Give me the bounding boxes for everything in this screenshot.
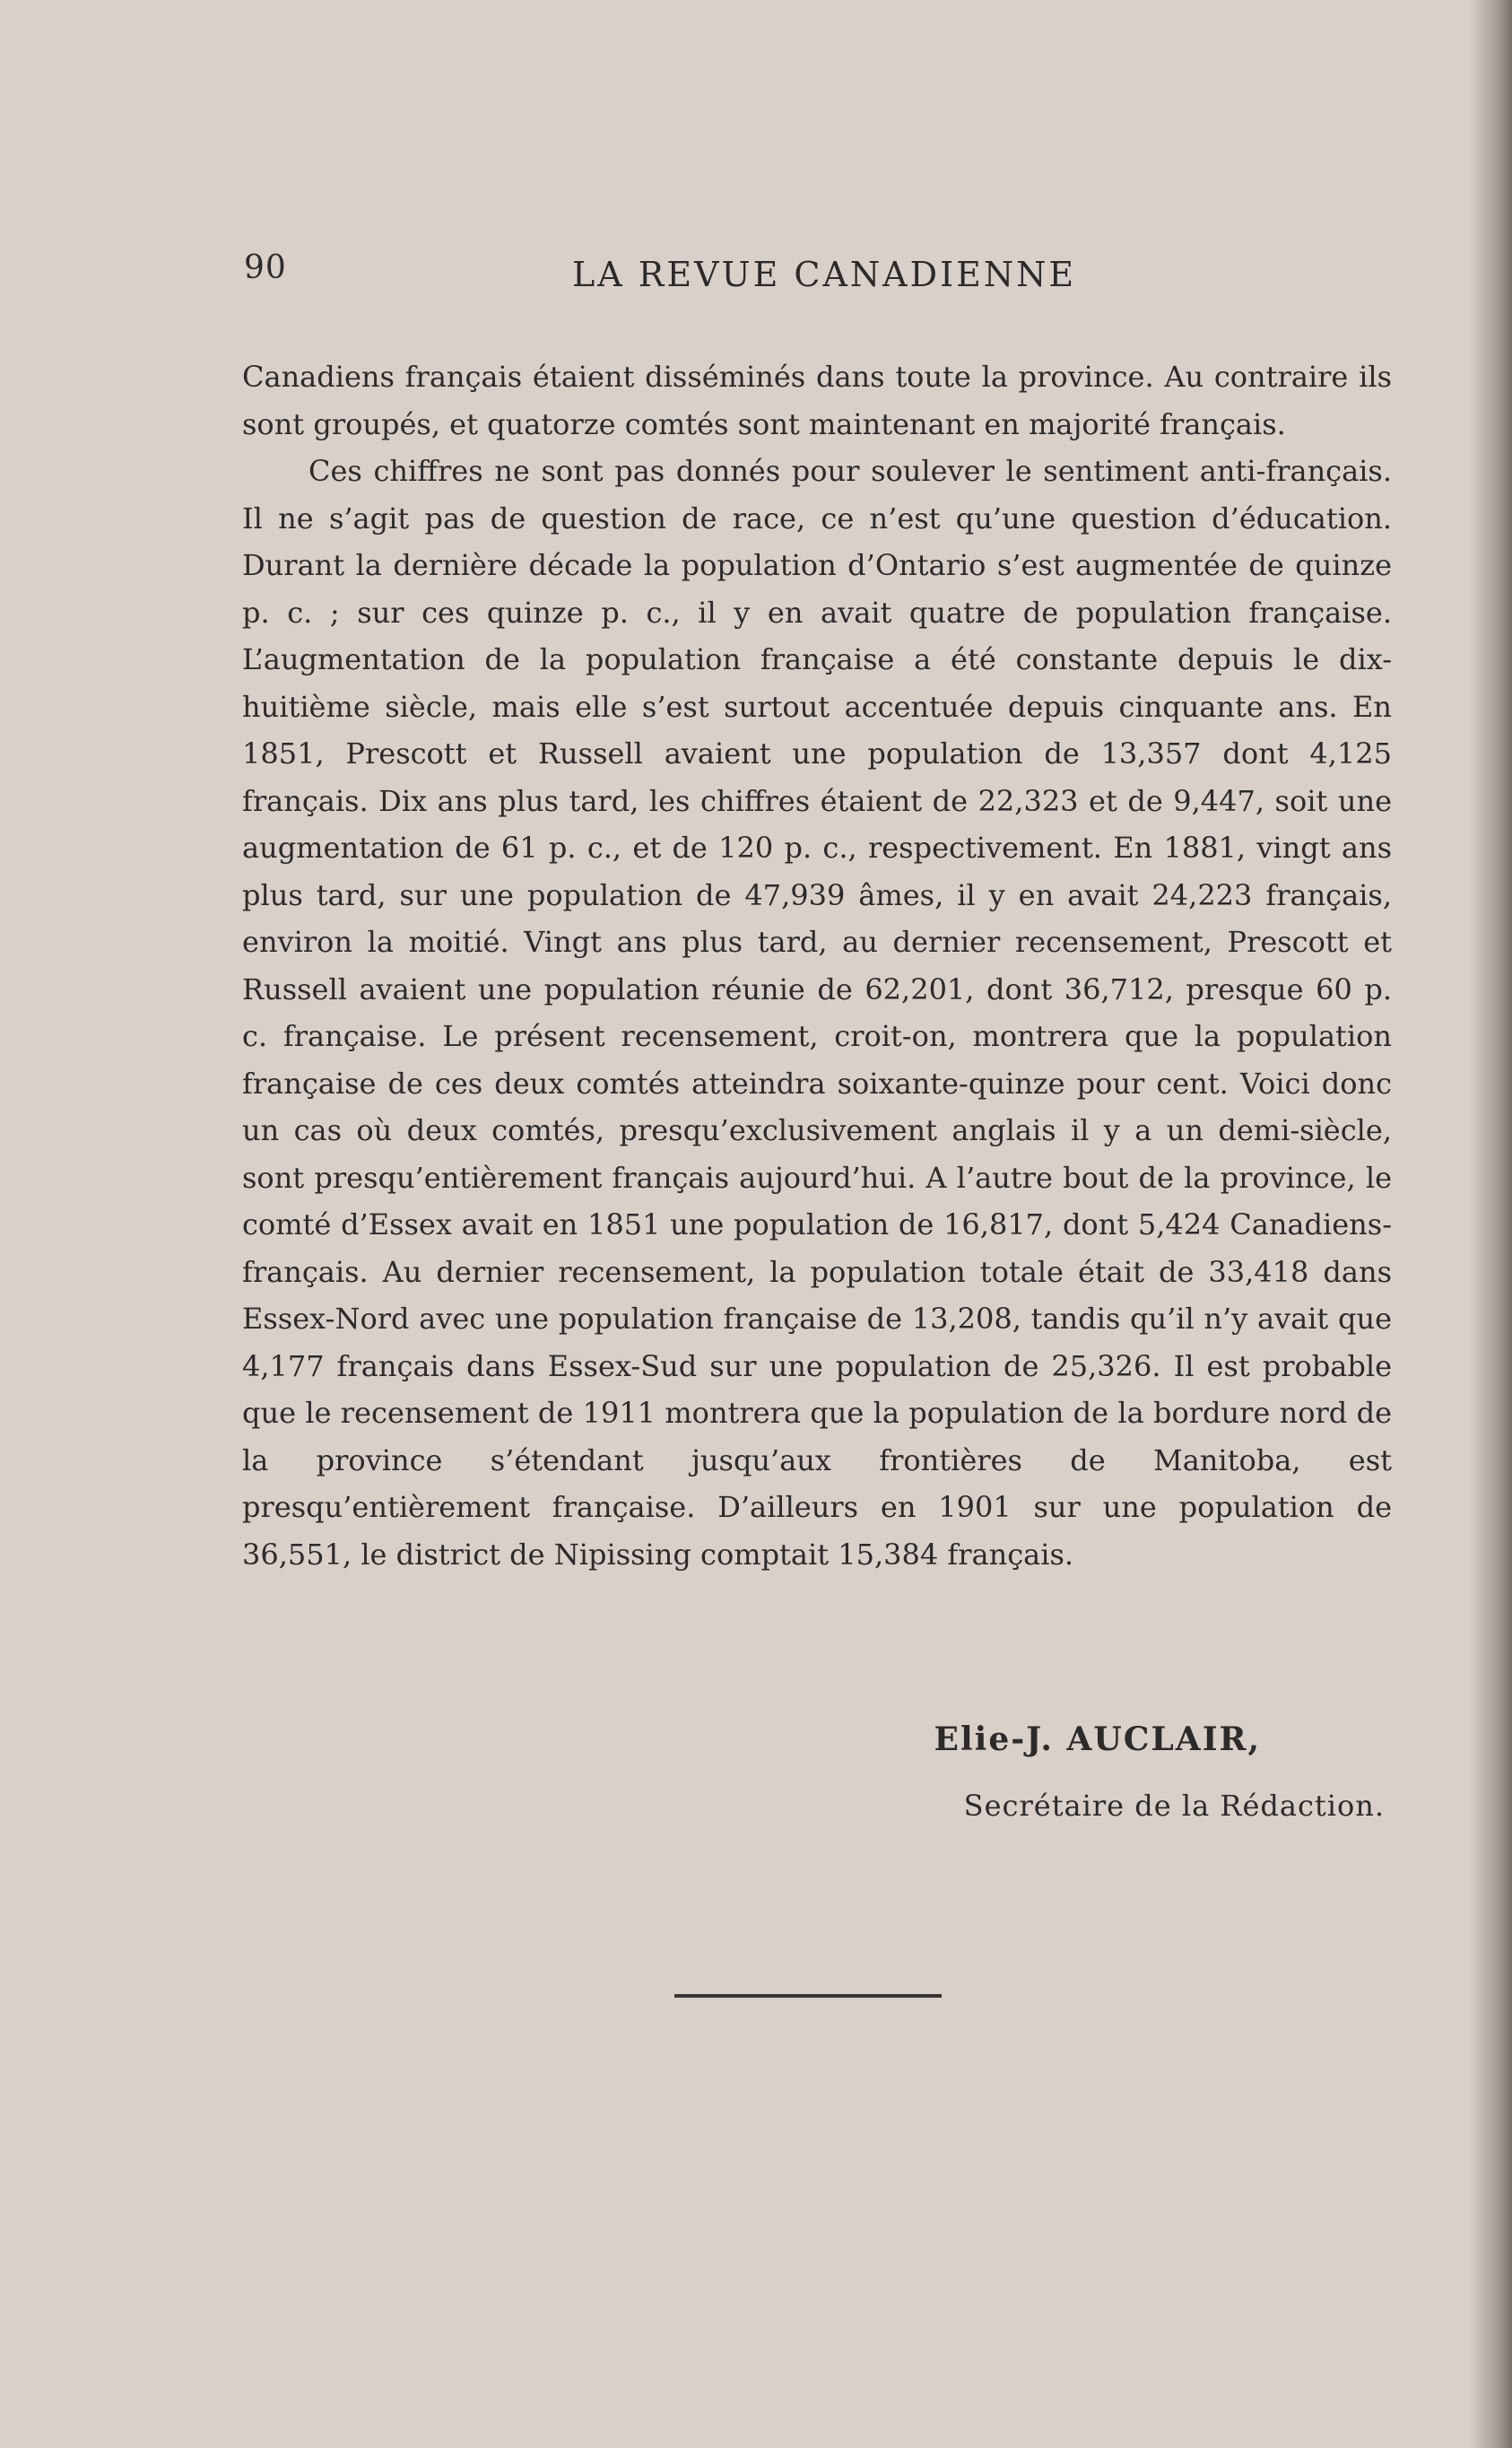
paragraph-continuation: Canadiens français étaient disséminés dans toute la province. Au contraire ils sont groupés, et quatorze comtés sont maintenant en majorité français. (242, 360, 1392, 441)
article-body (242, 353, 1392, 1578)
paragraph-statistics: Ces chiffres ne sont pas donnés pour soulever le sentiment anti-français. Il ne s’agit pas de question de race, ce n’est qu’une question d’éducation. Durant la dernière décade la population d’Ontario s’est augmentée de quinze p. c. ; sur ces quinze p. c., il y en avait quatre de population française. L’augmentation de la population française a été constante depuis le dix-huitième siècle, mais elle s’est surtout accentuée depuis cinquante ans. En 1851, Prescott et Russell avaient une population de 13,357 dont 4,125 français. Dix ans plus tard, les chiffres étaient de 22,323 et de 9,447, soit une augmentation de 61 p. c., et de 120 p. c., respectivement. En 1881, vingt ans plus tard, sur une population de 47,939 âmes, il y en avait 24,223 français, environ la moitié. Vingt ans plus tard, au dernier recensement, Prescott et Russell avaient une population réunie de 62,201, dont 36,712, presque 60 p. c. française. Le présent recensement, croit-on, montrera que la population française de ces deux comtés atteindra soixante-quinze pour cent. Voici donc un cas où deux comtés, presqu’exclusivement anglais il y a un demi-siècle, sont presqu’entièrement français aujourd’hui. A l’autre bout de la province, le comté d’Essex avait en 1851 une population de 16,817, dont 5,424 Canadiens-français. Au dernier recensement, la population totale était de 33,418 dans Essex-Nord avec une population française de 13,208, tandis qu’il n’y avait que 4,177 français dans Essex-Sud sur une population de 25,326. Il est probable que le recensement de 1911 montrera que la population de la bordure nord de la province s’étendant jusqu’aux frontières de Manitoba, est presqu’entièrement française. D’ailleurs en 1901 sur une population de 36,551, le district de Nipissing comptait 15,384 français. (242, 454, 1392, 1572)
author-signature: Elie-J. AUCLAIR, (934, 1721, 1261, 1758)
end-of-article-rule (674, 1994, 942, 1998)
author-title: Secrétaire de la Rédaction. (963, 1789, 1385, 1823)
page-header (244, 249, 1394, 294)
page-edge-shadow (1469, 0, 1512, 2448)
running-title: LA REVUE CANADIENNE (572, 255, 1077, 294)
page-number: 90 (244, 249, 287, 286)
